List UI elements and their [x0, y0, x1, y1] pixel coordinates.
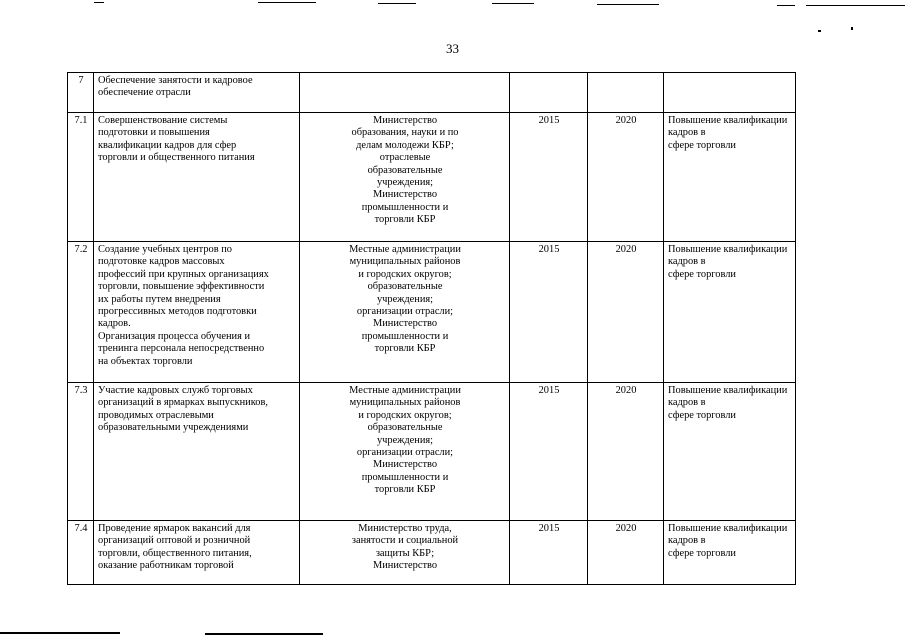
row-start-year: 2015: [510, 242, 588, 383]
scan-artifact-dot: [818, 30, 821, 32]
row-description: Создание учебных центров по подготовке кадров массовых профессий при крупных организациях торговли, повышение эффективности их работы путем внедрения прогрессивных методов подготовки кадров. Организация процесса обучения и тренинга персонала непосредственно на объектах торговли: [94, 242, 300, 383]
scan-artifact-line: [94, 2, 104, 3]
row-number: 7.4: [68, 521, 94, 585]
row-result: Повышение квалификации кадров в сфере торговли: [664, 383, 796, 521]
scan-artifact-line: [597, 4, 659, 5]
row-start-year: 2015: [510, 113, 588, 242]
scan-artifact-dot: [851, 27, 853, 30]
row-executor: Местные администрации муниципальных районов и городских округов; образовательные учреждения; организации отрасли; Министерство промышленности и торговли КБР: [300, 242, 510, 383]
table-row: [68, 242, 796, 383]
row-end-year: [588, 73, 664, 113]
row-executor: Местные администрации муниципальных районов и городских округов; образовательные учреждения; организации отрасли; Министерство промышленности и торговли КБР: [300, 383, 510, 521]
row-start-year: 2015: [510, 383, 588, 521]
scan-artifact-line: [378, 3, 416, 4]
page-number: 33: [446, 41, 459, 56]
row-end-year: 2020: [588, 383, 664, 521]
scan-artifact-line: [806, 5, 905, 6]
scan-artifact-line: [492, 3, 534, 4]
scan-artifact-line: [258, 2, 316, 3]
row-end-year: 2020: [588, 113, 664, 242]
row-number: 7.3: [68, 383, 94, 521]
row-result: Повышение квалификации кадров в сфере торговли: [664, 242, 796, 383]
row-description: Совершенствование системы подготовки и повышения квалификации кадров для сфер торговли и общественного питания: [94, 113, 300, 242]
row-number: 7.2: [68, 242, 94, 383]
row-result: [664, 73, 796, 113]
row-end-year: 2020: [588, 521, 664, 585]
row-executor: Министерство труда, занятости и социальной защиты КБР; Министерство: [300, 521, 510, 585]
scan-artifact-line: [205, 633, 323, 635]
table-row: [68, 521, 796, 585]
table-row: [68, 113, 796, 242]
row-executor: [300, 73, 510, 113]
row-result: Повышение квалификации кадров в сфере торговли: [664, 521, 796, 585]
table-row: [68, 383, 796, 521]
row-description: Проведение ярмарок вакансий для организаций оптовой и розничной торговли, общественного питания, оказание работникам торговой: [94, 521, 300, 585]
row-description: Обеспечение занятости и кадровое обеспечение отрасли: [94, 73, 300, 113]
scan-artifact-line: [777, 5, 795, 6]
row-end-year: 2020: [588, 242, 664, 383]
row-number: 7.1: [68, 113, 94, 242]
row-start-year: [510, 73, 588, 113]
activities-table: [67, 72, 796, 585]
row-number: 7: [68, 73, 94, 113]
row-result: Повышение квалификации кадров в сфере торговли: [664, 113, 796, 242]
row-start-year: 2015: [510, 521, 588, 585]
table-row: [68, 73, 796, 113]
row-description: Участие кадровых служб торговых организаций в ярмарках выпускников, проводимых отраслевыми образовательными учреждениями: [94, 383, 300, 521]
row-executor: Министерство образования, науки и по делам молодежи КБР; отраслевые образовательные учреждения; Министерство промышленности и торговли КБР: [300, 113, 510, 242]
scan-artifact-line: [0, 632, 120, 634]
